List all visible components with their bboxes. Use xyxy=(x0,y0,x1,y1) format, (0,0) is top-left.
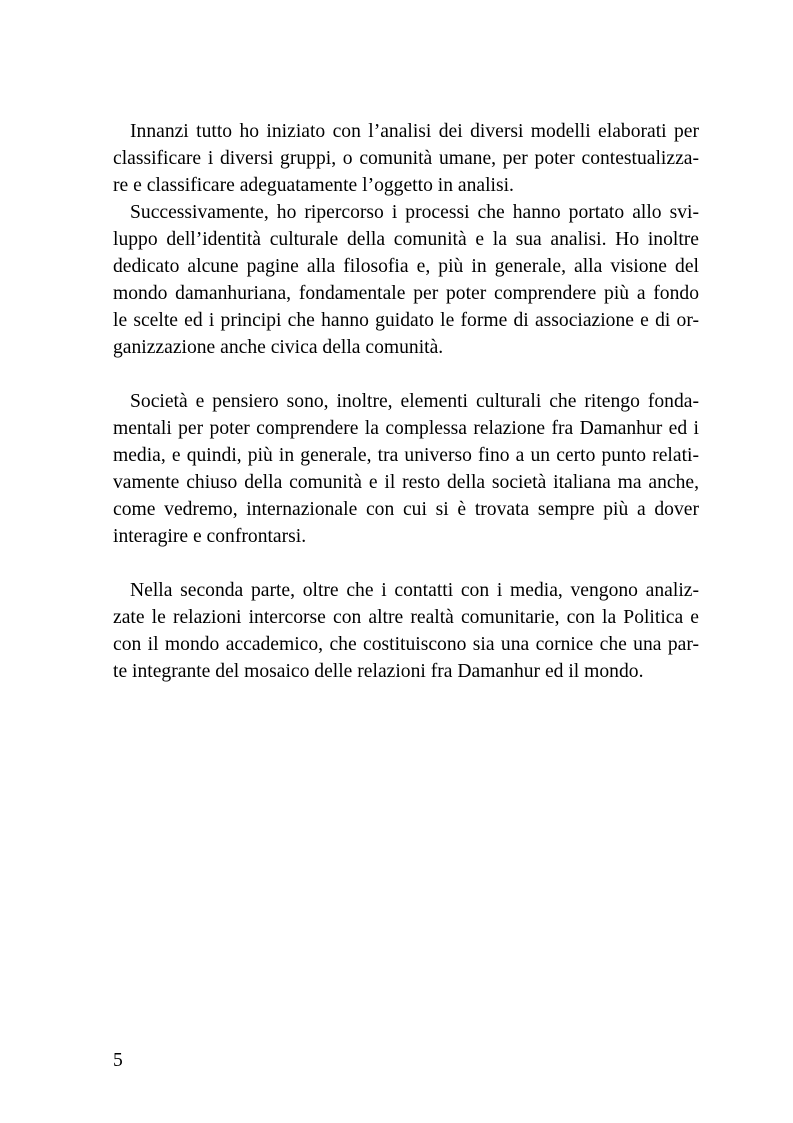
document-body xyxy=(113,118,699,685)
paragraph-2 xyxy=(113,199,699,361)
text-line: re e classificare adeguatamente l’oggetto in analisi. xyxy=(113,175,514,196)
paragraph-4 xyxy=(113,577,699,685)
paragraph-spacer xyxy=(113,550,699,577)
text-line: vamente chiuso della comunità e il resto della società italiana ma anche, xyxy=(113,472,699,493)
paragraph-spacer xyxy=(113,361,699,388)
text-line: classificare i diversi gruppi, o comunità umane, per poter contestualizza- xyxy=(113,148,699,169)
text-line: dedicato alcune pagine alla filosofia e, più in generale, alla visione del xyxy=(113,256,699,277)
text-line: mentali per poter comprendere la complessa relazione fra Damanhur ed i xyxy=(113,418,699,439)
text-line: le scelte ed i principi che hanno guidato le forme di associazione e di or- xyxy=(113,310,699,331)
text-line: zate le relazioni intercorse con altre realtà comunitarie, con la Politica e xyxy=(113,607,699,628)
text-line: con il mondo accademico, che costituiscono sia una cornice che una par- xyxy=(113,634,699,655)
text-line: interagire e confrontarsi. xyxy=(113,526,307,547)
text-line: come vedremo, internazionale con cui si è trovata sempre più a dover xyxy=(113,499,699,520)
text-line: mondo damanhuriana, fondamentale per poter comprendere più a fondo xyxy=(113,283,699,304)
text-line: Successivamente, ho ripercorso i processi che hanno portato allo svi- xyxy=(130,202,699,223)
text-line: Società e pensiero sono, inoltre, elementi culturali che ritengo fonda- xyxy=(130,391,699,412)
text-line: te integrante del mosaico delle relazioni fra Damanhur ed il mondo. xyxy=(113,661,644,682)
paragraph-1 xyxy=(113,118,699,199)
text-line: Nella seconda parte, oltre che i contatti con i media, vengono analiz- xyxy=(130,580,699,601)
paragraph-3 xyxy=(113,388,699,550)
text-line: media, e quindi, più in generale, tra universo fino a un certo punto relati- xyxy=(113,445,699,466)
text-line: luppo dell’identità culturale della comunità e la sua analisi. Ho inoltre xyxy=(113,229,699,250)
page-number: 5 xyxy=(113,1050,123,1071)
text-line: Innanzi tutto ho iniziato con l’analisi dei diversi modelli elaborati per xyxy=(130,121,699,142)
text-line: ganizzazione anche civica della comunità. xyxy=(113,337,444,358)
